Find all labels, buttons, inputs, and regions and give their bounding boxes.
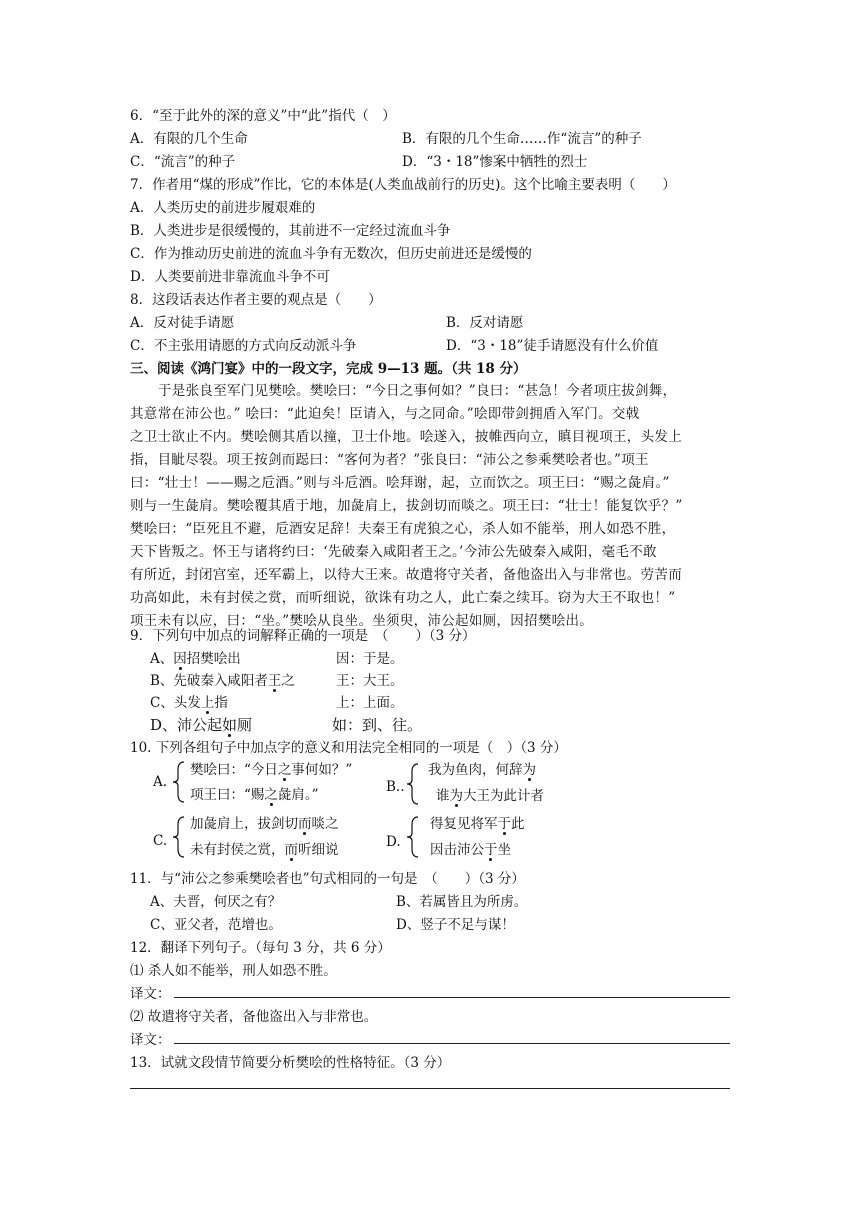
q9-c-suffix: 指 bbox=[214, 695, 228, 711]
q6-option-d: D．“3・18”惨案中牺牲的烈士 bbox=[402, 154, 588, 170]
q9-row-c-explanation: 上：上面。 bbox=[336, 695, 404, 711]
passage-line: 功高如此，未有封侯之赏，而听细说，欲诛有功之人，此亡秦之续耳。窃为大王不取也！” bbox=[130, 590, 676, 606]
q10-c1-pre: 加彘肩上，拔剑切 bbox=[190, 816, 298, 832]
q9-row-d bbox=[150, 715, 252, 735]
q10-c-sentence-1 bbox=[190, 814, 339, 834]
q10-c-sentence-2 bbox=[190, 840, 339, 860]
q7-option-d: D．人类要前进非靠流血斗争不可 bbox=[130, 269, 330, 285]
q10-a-label: A. bbox=[153, 774, 168, 790]
q10-a2-pre: 项王曰：“赐 bbox=[190, 787, 265, 803]
q8-option-c: C．不主张用请愿的方式向反动派斗争 bbox=[130, 338, 357, 354]
q10-c-label: C. bbox=[153, 833, 168, 849]
q8-stem: 8．这段话表达作者主要的观点是（ ） bbox=[130, 292, 382, 308]
q6-stem: 6．“至于此外的深的意义”中“此”指代（ ） bbox=[130, 108, 396, 124]
passage-line: 其意常在沛公也。” 哙曰：“此迫矣！臣请入，与之同命。”哙即带剑拥盾入军门。交戟 bbox=[130, 406, 640, 422]
q10-b1-pre: 我为鱼肉，何辞 bbox=[428, 762, 523, 778]
q9-d-suffix: 厕 bbox=[237, 716, 253, 734]
passage-line: 樊哙曰：“臣死且不避，卮酒安足辞！夫秦王有虎狼之心，杀人如不能举，刑人如恐不胜， bbox=[130, 521, 676, 537]
q12-sentence-2: ⑵ 故遣将守关者，备他盗出入与非常也。 bbox=[130, 1009, 378, 1025]
passage-line: 有所近，封闭宫室，还军霸上，以待大王来。故遣将守关者，备他盗出入与非常也。劳苦而 bbox=[130, 567, 682, 583]
q10-a1-pre: 樊哙曰：“今日 bbox=[190, 762, 278, 778]
passage-line: 之卫士欲止不内。樊哙侧其盾以撞，卫士仆地。哙遂入，披帷西向立，瞋目视项王，头发上 bbox=[130, 429, 682, 445]
q7-option-c: C．作为推动历史前进的流血斗争有无数次，但历史前进还是缓慢的 bbox=[130, 246, 532, 262]
q12-answer-line-1[interactable] bbox=[174, 997, 730, 998]
q10-a-sentence-2 bbox=[190, 785, 319, 805]
q10-c2-post: 听细说 bbox=[298, 842, 339, 858]
passage-line: 指，目眦尽裂。项王按剑而跽曰：“客何为者？”张良曰：“沛公之参乘樊哙者也。”项王 bbox=[130, 452, 649, 468]
q10-stem: 10. 下列各组句子中加点字的意义和用法完全相同的一项是（ ）（3 分） bbox=[130, 740, 567, 756]
q9-d-dotted-char: 如 bbox=[222, 716, 238, 734]
q12-answer-label-2: 译文： bbox=[130, 1032, 171, 1048]
q10-d1-post: 此 bbox=[511, 816, 525, 832]
q10-d-sentence-2 bbox=[430, 840, 511, 860]
q10-c2-dotted-char: 而 bbox=[284, 842, 298, 858]
q11-option-a: A、夫晋，何厌之有？ bbox=[150, 894, 282, 910]
q10-a-brace bbox=[172, 760, 186, 804]
q10-c2-pre: 未有封侯之赏， bbox=[190, 842, 285, 858]
q10-d1-pre: 得复见将军 bbox=[430, 816, 498, 832]
q11-stem: 11．与“沛公之参乘樊哙者也”句式相同的一句是 （ ）（3 分） bbox=[130, 871, 525, 887]
q10-d2-dotted-char: 于 bbox=[484, 842, 498, 858]
q10-c1-dotted-char: 而 bbox=[298, 816, 312, 832]
q9-a-prefix: A、 bbox=[150, 651, 174, 667]
q9-row-b-explanation: 王：大王。 bbox=[336, 673, 404, 689]
q10-d2-pre: 因击沛公 bbox=[430, 842, 484, 858]
q9-b-prefix: B、先破秦入咸阳者 bbox=[150, 673, 268, 689]
q9-row-a-explanation: 因：于是。 bbox=[336, 651, 404, 667]
q10-b-sentence-1 bbox=[428, 760, 536, 780]
q12-sentence-1: ⑴ 杀人如不能举，刑人如恐不胜。 bbox=[130, 963, 337, 979]
q11-option-b: B、若属皆且为所虏。 bbox=[396, 894, 528, 910]
q7-option-a: A．人类历史的前进步履艰难的 bbox=[130, 200, 316, 216]
q10-b2-pre: 谁 bbox=[436, 788, 450, 804]
passage-line: 项王未有以应，曰：“坐。”樊哙从良坐。坐须臾，沛公起如厕，因招樊哙出。 bbox=[130, 613, 594, 629]
q10-d-brace bbox=[406, 815, 420, 859]
q13-answer-line[interactable] bbox=[130, 1088, 730, 1089]
passage-line: 曰：“壮士！——赐之卮酒。”则与斗卮酒。哙拜谢，起，立而饮之。项王曰：“赐之彘肩。” bbox=[130, 475, 670, 491]
q10-c-brace bbox=[172, 815, 186, 859]
q8-option-b: B．反对请愿 bbox=[446, 315, 524, 331]
q6-option-c: C．“流言”的种子 bbox=[130, 154, 236, 170]
q10-b2-dotted-char: 为 bbox=[449, 788, 463, 804]
q9-d-prefix: D、沛公起 bbox=[150, 716, 223, 734]
q11-option-c: C、亚父者，范增也。 bbox=[150, 917, 282, 933]
q7-stem: 7．作者用“煤的形成”作比，它的本体是(人类血战前行的历史)。这个比喻主要表明（ ） bbox=[130, 177, 676, 193]
passage-line: 天下皆叛之。怀王与诸将约曰：‘先破秦入咸阳者王之。’今沛公先破秦入咸阳，毫毛不敢 bbox=[130, 544, 657, 560]
q10-c1-post: 啖之 bbox=[311, 816, 339, 832]
q10-d1-dotted-char: 于 bbox=[497, 816, 511, 832]
q10-a2-post: 彘肩。” bbox=[277, 787, 319, 803]
q9-row-a bbox=[150, 649, 241, 669]
q10-a2-dotted-char: 之 bbox=[264, 787, 278, 803]
section3-heading: 三、阅读《鸿门宴》中的一段文字，完成 9—13 题。（共 18 分） bbox=[130, 361, 527, 377]
q9-a-dotted-char: 因 bbox=[173, 651, 187, 667]
q10-a1-post: 事何如？” bbox=[291, 762, 353, 778]
q10-d-sentence-1 bbox=[430, 814, 525, 834]
q10-a1-dotted-char: 之 bbox=[277, 762, 292, 778]
passage-line: 则与一生彘肩。樊哙覆其盾于地，加彘肩上，拔剑切而啖之。项王曰：“壮士！能复饮乎？” bbox=[130, 498, 683, 514]
q12-stem: 12．翻译下列句子。（每句 3 分，共 6 分） bbox=[130, 940, 391, 956]
q10-d-label: D. bbox=[386, 834, 401, 850]
q10-b1-dotted-char: 为 bbox=[522, 762, 536, 778]
q8-option-d: D．“3・18”徒手请愿没有什么价值 bbox=[446, 338, 659, 354]
passage-line: 于是张良至军门见樊哙。樊哙曰：“今日之事何如？”良曰：“甚急！今者项庄拔剑舞， bbox=[158, 383, 677, 399]
q8-option-a: A．反对徒手请愿 bbox=[130, 315, 235, 331]
q9-row-c bbox=[150, 693, 228, 713]
q6-option-a: A．有限的几个生命 bbox=[130, 131, 248, 147]
q10-a-sentence-1 bbox=[190, 760, 352, 780]
q13-stem: 13．试就文段情节简要分析樊哙的性格特征。（3 分） bbox=[130, 1055, 451, 1071]
q10-b2-post: 大王为此计者 bbox=[463, 788, 544, 804]
q9-a-suffix: 招樊哙出 bbox=[186, 651, 241, 667]
q9-c-dotted-char: 上 bbox=[200, 695, 215, 711]
q9-row-b bbox=[150, 671, 295, 691]
q7-option-b: B．人类进步是很缓慢的，其前进不一定经过流血斗争 bbox=[130, 223, 451, 239]
q10-b-sentence-2 bbox=[436, 786, 544, 806]
q10-b-label: B.. bbox=[386, 779, 405, 795]
q10-d2-post: 坐 bbox=[497, 842, 511, 858]
q9-b-suffix: 之 bbox=[281, 673, 295, 689]
q9-stem: 9．下列句中加点的词解释正确的一项是 （ ）（3 分） bbox=[130, 628, 476, 644]
q12-answer-label-1: 译文： bbox=[130, 986, 171, 1002]
q9-c-prefix: C、头发 bbox=[150, 695, 201, 711]
q11-option-d: D、竖子不足与谋！ bbox=[396, 917, 515, 933]
q9-b-dotted-char: 王 bbox=[267, 673, 282, 689]
q10-b-brace bbox=[406, 762, 420, 806]
q12-answer-line-2[interactable] bbox=[174, 1043, 730, 1044]
q6-option-b: B．有限的几个生命……作“流言”的种子 bbox=[402, 131, 642, 147]
q9-row-d-explanation: 如：到、往。 bbox=[332, 716, 423, 734]
